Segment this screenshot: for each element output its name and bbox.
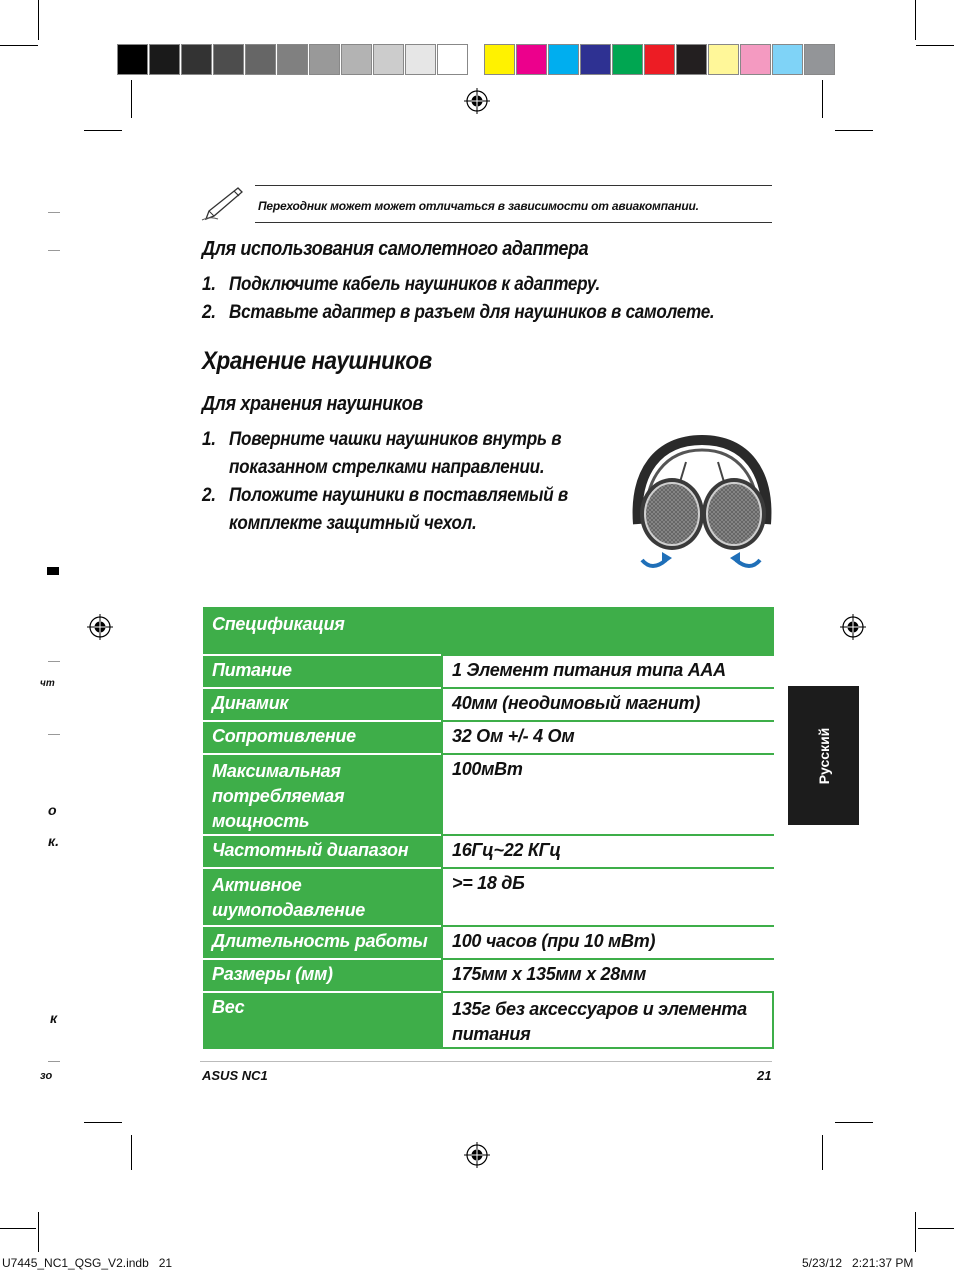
spec-value: 32 Ом +/- 4 Ом: [441, 720, 774, 753]
airplane-step-2: [202, 299, 714, 327]
color-swatch: [213, 44, 244, 75]
spec-key: Частотный диапазон: [203, 834, 441, 867]
spec-value: 16Гц~22 КГц: [441, 834, 774, 867]
airplane-step-1: [202, 271, 600, 299]
color-swatch: [245, 44, 276, 75]
crop-mark: [0, 1228, 36, 1229]
spec-value: 1 Элемент питания типа ААА: [441, 654, 774, 687]
bleed-text: к.: [48, 833, 59, 849]
margin-tick: [48, 661, 60, 662]
step-number: 2.: [202, 302, 216, 323]
step-number: 1.: [202, 429, 216, 450]
page-number: 21: [757, 1068, 772, 1083]
step-number: 2.: [202, 485, 216, 506]
specification-table: [203, 607, 774, 1049]
airplane-adapter-title: Для использования самолетного адаптера: [202, 238, 589, 260]
margin-tick: [48, 250, 60, 251]
spec-value: 40мм (неодимовый магнит): [441, 687, 774, 720]
margin-tick: [48, 212, 60, 213]
color-swatch: [804, 44, 835, 75]
table-row: [203, 687, 774, 720]
spec-key: Длительность работы: [203, 925, 441, 958]
color-swatch: [708, 44, 739, 75]
process-color-bar: [484, 44, 836, 75]
color-swatch: [580, 44, 611, 75]
registration-mark-icon: [464, 1142, 490, 1168]
crop-mark: [915, 0, 916, 40]
margin-tick: [48, 734, 60, 735]
registration-mark-icon: [87, 614, 113, 640]
crop-mark: [38, 0, 39, 40]
storage-step-2: [202, 482, 568, 538]
registration-mark-icon: [840, 614, 866, 640]
storage-heading: Хранение наушников: [202, 347, 432, 375]
color-swatch: [341, 44, 372, 75]
step-text: Положите наушники в поставляемый в: [229, 485, 568, 506]
table-row: [203, 753, 774, 834]
slug-timestamp: 5/23/12 2:21:37 PM: [802, 1256, 914, 1270]
note-rule-top: [255, 185, 772, 186]
color-swatch: [484, 44, 515, 75]
note-text: Переходник может может отличаться в зависимости от авиакомпании.: [258, 199, 699, 213]
spec-key: Размеры (мм): [203, 958, 441, 991]
storage-title: Для хранения наушников: [202, 393, 423, 415]
spec-header: Спецификация: [212, 614, 345, 634]
spec-key: Активное шумоподавление: [203, 867, 441, 925]
spec-value: 100 часов (при 10 мВт): [441, 925, 774, 958]
color-swatch: [117, 44, 148, 75]
color-swatch: [181, 44, 212, 75]
step-text: Подключите кабель наушников к адаптеру.: [229, 274, 600, 295]
language-side-tab: [788, 686, 859, 825]
spec-header-row: [203, 607, 774, 654]
crop-mark: [916, 45, 954, 46]
storage-step-1: [202, 426, 561, 482]
crop-mark: [835, 1122, 873, 1123]
grayscale-color-bar: [117, 44, 469, 75]
color-swatch: [548, 44, 579, 75]
color-swatch: [740, 44, 771, 75]
margin-bullet: [47, 567, 59, 575]
language-label: Русский: [815, 727, 832, 784]
crop-mark: [835, 130, 873, 131]
spec-value: >= 18 дБ: [441, 867, 774, 925]
crop-mark: [131, 1135, 132, 1170]
headphones-illustration: [628, 432, 776, 572]
bleed-text: чт: [40, 678, 55, 689]
spec-key: Питание: [203, 654, 441, 687]
color-swatch: [405, 44, 436, 75]
bleed-text: о: [48, 802, 57, 818]
crop-mark: [918, 1228, 954, 1229]
table-row: [203, 867, 774, 925]
step-text: Поверните чашки наушников внутрь в: [229, 429, 562, 450]
slug-file-info: U7445_NC1_QSG_V2.indb 21: [2, 1256, 173, 1270]
spec-value: 135г без аксессуаров и элемента питания: [441, 991, 774, 1049]
color-swatch: [373, 44, 404, 75]
table-row: [203, 654, 774, 687]
spec-key: Динамик: [203, 687, 441, 720]
crop-mark: [84, 130, 122, 131]
spec-key: Вес: [203, 991, 441, 1049]
crop-mark: [84, 1122, 122, 1123]
table-row: [203, 925, 774, 958]
table-row: [203, 991, 774, 1049]
pencil-icon: [200, 186, 244, 222]
crop-mark: [822, 1135, 823, 1170]
color-swatch: [772, 44, 803, 75]
table-row: [203, 834, 774, 867]
color-swatch: [277, 44, 308, 75]
spec-value: 175мм x 135мм x 28мм: [441, 958, 774, 991]
crop-mark: [822, 80, 823, 118]
color-swatch: [309, 44, 340, 75]
footer-rule: [200, 1061, 772, 1062]
table-row: [203, 720, 774, 753]
margin-tick: [48, 1061, 60, 1062]
step-text-continued: комплекте защитный чехол.: [229, 513, 477, 534]
step-number: 1.: [202, 274, 216, 295]
color-swatch: [516, 44, 547, 75]
crop-mark: [38, 1212, 39, 1252]
bleed-text: зо: [40, 1070, 53, 1082]
table-row: [203, 958, 774, 991]
bleed-text: к: [50, 1010, 58, 1026]
crop-mark: [0, 45, 38, 46]
color-swatch: [644, 44, 675, 75]
color-swatch: [612, 44, 643, 75]
spec-key: Максимальная потребляемая мощность: [203, 753, 441, 834]
color-swatch: [149, 44, 180, 75]
color-swatch: [437, 44, 468, 75]
spec-key: Сопротивление: [203, 720, 441, 753]
crop-mark: [131, 80, 132, 118]
registration-mark-icon: [464, 88, 490, 114]
color-swatch: [676, 44, 707, 75]
footer-product: ASUS NC1: [202, 1068, 268, 1083]
crop-mark: [915, 1212, 916, 1252]
step-text: Вставьте адаптер в разъем для наушников в самолете.: [229, 302, 715, 323]
note-rule-bottom: [255, 222, 772, 223]
step-text-continued: показанном стрелками направлении.: [229, 457, 545, 478]
spec-value: 100мВт: [441, 753, 774, 834]
